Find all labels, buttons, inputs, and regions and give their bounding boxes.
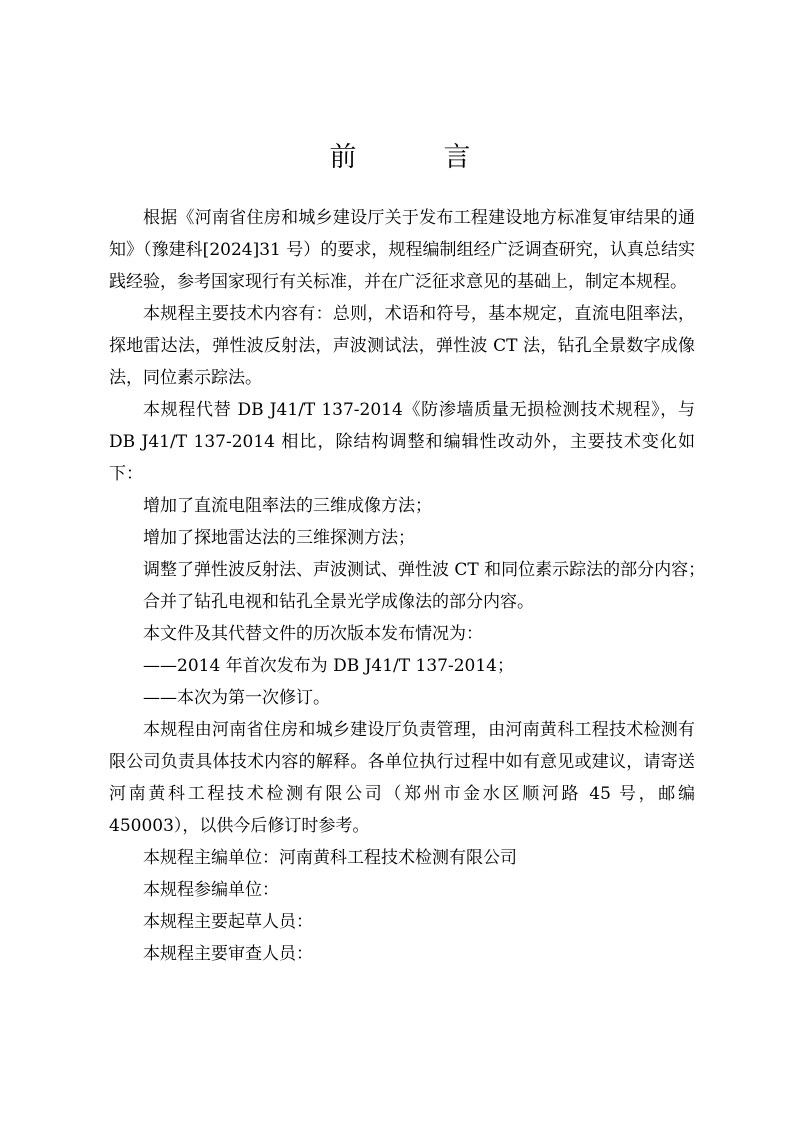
change-item-1: 增加了直流电阻率法的三维成像方法； bbox=[143, 496, 432, 516]
change-item-4: 合并了钻孔电视和钻孔全景光学成像法的部分内容。 bbox=[143, 592, 534, 612]
history-item-1: ——2014 年首次发布为 DB J41/T 137-2014； bbox=[143, 656, 514, 676]
chief-editor-unit: 本规程主编单位：河南黄科工程技术检测有限公司 bbox=[143, 848, 517, 868]
page-title: 前 言 bbox=[329, 142, 501, 173]
paragraph-management: 本规程由河南省住房和城乡建设厅负责管理，由河南黄科工程技术检测有限公司负责具体技术内容的解释。各单位执行过程中如有意见或建议，请寄送河南黄科工程技术检测有限公司（郑州市金水区顺河路 45 号，邮编 450003），以供今后修订时参考。 bbox=[109, 720, 695, 836]
change-item-3: 调整了弹性波反射法、声波测试、弹性波 CT 和同位素示踪法的部分内容； bbox=[143, 560, 706, 580]
participating-units: 本规程参编单位： bbox=[143, 880, 279, 900]
main-drafters: 本规程主要起草人员： bbox=[143, 912, 313, 932]
history-intro: 本文件及其代替文件的历次版本发布情况为： bbox=[143, 624, 483, 644]
paragraph-intro: 根据《河南省住房和城乡建设厅关于发布工程建设地方标准复审结果的通知》（豫建科[2024]31 号）的要求，规程编制组经广泛调查研究，认真总结实践经验，参考国家现行有关标准，并在广泛征求意见的基础上，制定本规程。 bbox=[109, 208, 695, 292]
preface-body bbox=[109, 202, 706, 970]
paragraph-replacement: 本规程代替 DB J41/T 137-2014《防渗墙质量无损检测技术规程》，与 DB J41/T 137-2014 相比，除结构调整和编辑性改动外，主要技术变化如下： bbox=[109, 400, 695, 484]
change-item-2: 增加了探地雷达法的三维探测方法； bbox=[143, 528, 415, 548]
paragraph-main-content: 本规程主要技术内容有：总则，术语和符号，基本规定，直流电阻率法，探地雷达法，弹性波反射法，声波测试法，弹性波 CT 法，钻孔全景数字成像法，同位素示踪法。 bbox=[109, 304, 695, 388]
main-reviewers: 本规程主要审查人员： bbox=[143, 944, 313, 964]
history-item-2: ——本次为第一次修订。 bbox=[143, 688, 330, 708]
